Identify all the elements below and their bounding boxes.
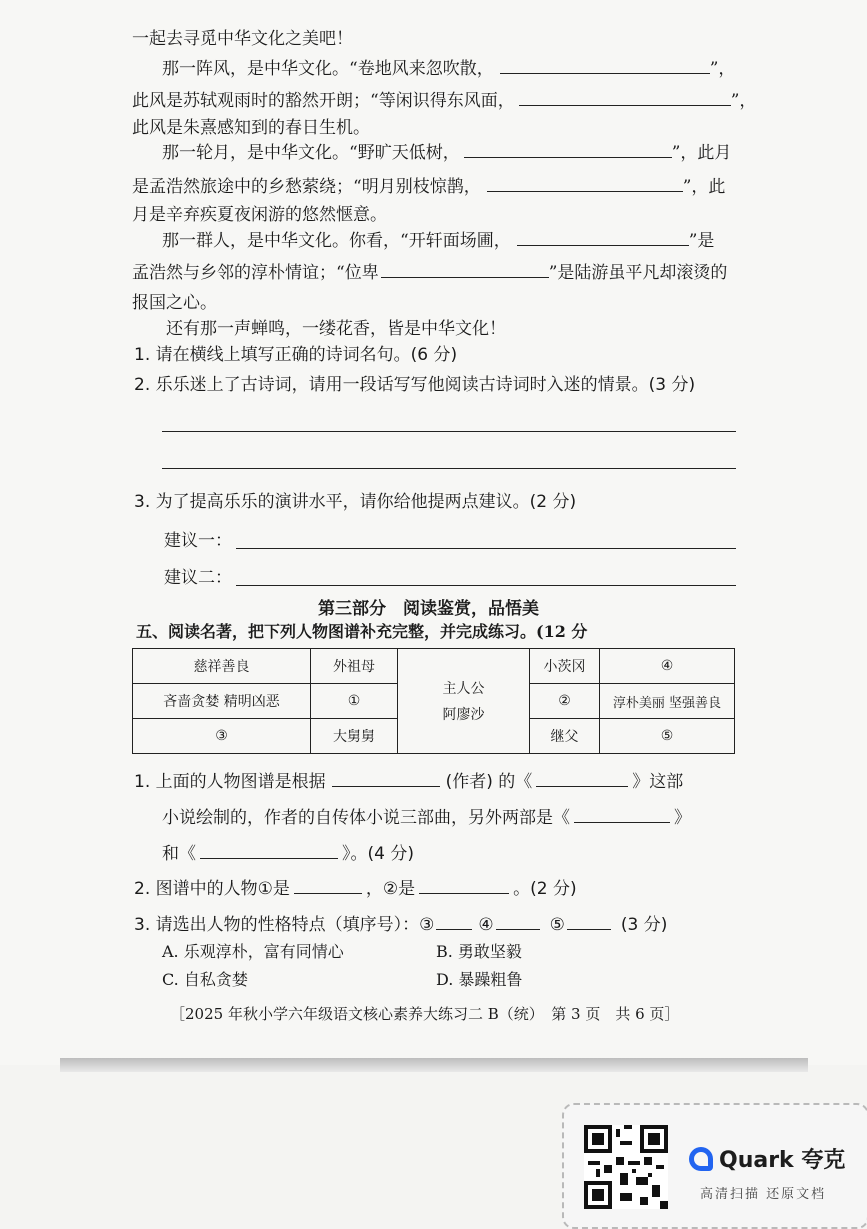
chart-cell: 外祖母: [311, 649, 398, 684]
part3-task: 五、阅读名著，把下列人物图谱补充完整，并完成练习。(12 分: [136, 622, 588, 641]
chart-cell: 吝啬贪婪 精明凶恶: [133, 684, 311, 719]
page-footer: ［2025 年秋小学六年级语文核心素养大练习二 B（统） 第 3 页 共 6 页］: [170, 1005, 680, 1023]
part3-question-1-line3: 和《 》。(4 分): [162, 844, 414, 864]
answer-blank[interactable]: [519, 91, 731, 106]
part3-question-3: 3. 请选出人物的性格特点（填序号）：③ ④ ⑤ (3 分): [134, 915, 668, 935]
passage-moon-line: 那一轮月，是中华文化。“野旷天低树， ”，此月: [162, 143, 732, 163]
passage-closing: 还有那一声蝉鸣，一缕花香，皆是中华文化！: [166, 319, 506, 339]
quark-brand: Quark 夸克: [689, 1143, 845, 1174]
option-b: B. 勇敢坚毅: [436, 942, 522, 961]
answer-blank[interactable]: [436, 915, 472, 930]
answer-blank[interactable]: [487, 177, 683, 192]
answer-blank[interactable]: [294, 879, 362, 894]
chart-center-line: 阿廖沙: [442, 707, 485, 723]
chart-cell: 淳朴美丽 坚强善良: [600, 684, 735, 719]
writing-line[interactable]: [162, 468, 736, 469]
chart-center: [398, 649, 530, 754]
option-c: C. 自私贪婪: [162, 970, 248, 989]
option-a: A. 乐观淳朴，富有同情心: [162, 942, 344, 961]
suggestion-1-line[interactable]: [236, 548, 736, 549]
answer-blank[interactable]: [464, 143, 672, 158]
passage-wind-line-2: 此风是苏轼观雨时的豁然开朗；“等闲识得东风面， ”，: [132, 91, 757, 111]
chart-cell: 小茨冈: [530, 649, 600, 684]
chart-center-line: 主人公: [442, 681, 485, 697]
answer-blank[interactable]: [567, 915, 611, 930]
passage-moon-line-2: 是孟浩然旅途中的乡愁萦绕；“明月别枝惊鹊， ”，此: [132, 177, 726, 197]
quark-subtitle: 高清扫描 还原文档: [700, 1187, 827, 1202]
answer-blank[interactable]: [496, 915, 540, 930]
suggestion-1-label: 建议一：: [164, 531, 232, 551]
quark-logo-icon: [689, 1147, 713, 1171]
part3-question-1-line2: 小说绘制的，作者的自传体小说三部曲，另外两部是《 》: [162, 808, 691, 828]
chart-cell: 大舅舅: [311, 719, 398, 754]
passage-wind-line: 那一阵风，是中华文化。“卷地风来忽吹散， ”，: [162, 59, 736, 79]
quark-watermark: [562, 1103, 867, 1229]
passage-people-line-2: 孟浩然与乡邻的淳朴情谊；“位卑 ”是陆游虽平凡却滚烫的: [132, 263, 728, 283]
chart-cell: 继父: [530, 719, 600, 754]
suggestion-2-line[interactable]: [236, 585, 736, 586]
suggestion-2-label: 建议二：: [164, 568, 232, 588]
answer-blank[interactable]: [381, 263, 549, 278]
question-1: 1. 请在横线上填写正确的诗词名句。(6 分): [134, 345, 458, 365]
answer-blank[interactable]: [574, 808, 670, 823]
answer-blank[interactable]: [536, 772, 628, 787]
question-2: 2. 乐乐迷上了古诗词，请用一段话写写他阅读古诗词时入迷的情景。(3 分): [134, 375, 696, 395]
writing-line[interactable]: [162, 431, 736, 432]
chart-cell-blank[interactable]: ①: [311, 684, 398, 719]
answer-blank[interactable]: [332, 772, 440, 787]
chart-cell-blank[interactable]: ⑤: [600, 719, 735, 754]
answer-blank[interactable]: [200, 844, 338, 859]
answer-blank[interactable]: [419, 879, 509, 894]
passage-people-line: 那一群人，是中华文化。你看，“开轩面场圃， ”是: [162, 231, 715, 251]
chart-cell-blank[interactable]: ③: [133, 719, 311, 754]
part3-question-2: 2. 图谱中的人物①是 ，②是 。(2 分): [134, 879, 577, 899]
answer-blank[interactable]: [500, 59, 710, 74]
option-d: D. 暴躁粗鲁: [436, 970, 523, 989]
passage-people-line-3: 报国之心。: [132, 293, 217, 313]
part3-question-1: 1. 上面的人物图谱是根据 (作者) 的《 》这部: [134, 772, 684, 792]
chart-cell-blank[interactable]: ②: [530, 684, 600, 719]
passage-moon-line-3: 月是辛弃疾夏夜闲游的悠然惬意。: [132, 205, 387, 225]
qr-code-icon: [584, 1125, 668, 1209]
page-separator: [60, 1058, 808, 1072]
passage-wind-line-3: 此风是朱熹感知到的春日生机。: [132, 118, 370, 138]
character-chart: [132, 648, 735, 754]
answer-blank[interactable]: [517, 231, 689, 246]
passage-intro: 一起去寻觅中华文化之美吧！: [132, 29, 353, 49]
chart-cell: 慈祥善良: [133, 649, 311, 684]
part3-heading: 第三部分 阅读鉴赏，品悟美: [318, 599, 539, 619]
question-3: 3. 为了提高乐乐的演讲水平，请你给他提两点建议。(2 分): [134, 492, 577, 512]
chart-cell-blank[interactable]: ④: [600, 649, 735, 684]
